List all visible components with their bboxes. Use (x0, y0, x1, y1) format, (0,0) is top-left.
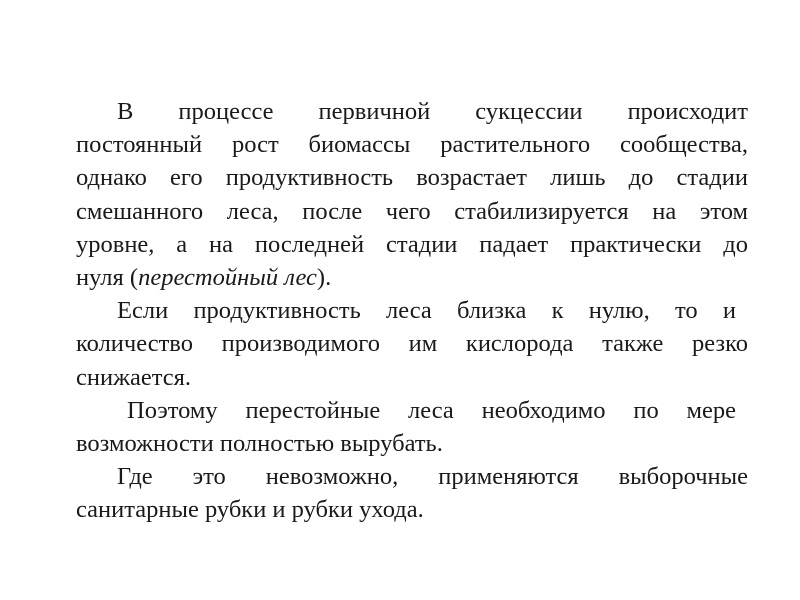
paragraph-4 (76, 460, 748, 526)
italic-term: перестойный лес (138, 264, 317, 292)
paragraph-1 (76, 95, 748, 294)
paragraph-3-line-2: возможности полностью вырубать. (76, 430, 443, 458)
paragraph-1-line-3: однако его продуктивность возрастает лишь до стадии (76, 164, 748, 192)
paragraph-1-line-1: В процессе первичной сукцессии происходит (117, 98, 748, 125)
paragraph-2-line-3: снижается. (76, 363, 192, 391)
paragraph-1-line-2: постоянный рост биомассы растительного сообщества, (76, 131, 748, 159)
paragraph-2 (76, 294, 748, 394)
paragraph-1-line-6-suffix: ). (316, 264, 332, 292)
paragraph-3 (76, 394, 748, 460)
paragraph-1-line-5: уровне, а на последней стадии падает практически до (76, 230, 748, 258)
paragraph-4-line-2: санитарные рубки и рубки ухода. (76, 496, 424, 524)
paragraph-4-line-1: Где это невозможно, применяются выборочные (117, 463, 748, 491)
text-block (76, 95, 748, 527)
paragraph-2-line-1: Если продуктивность леса близка к нулю, то и (117, 297, 736, 325)
paragraph-2-line-2: количество производимого им кислорода также резко (76, 330, 748, 358)
paragraph-1-line-6-prefix: нуля ( (76, 264, 139, 292)
paragraph-3-line-1: Поэтому перестойные леса необходимо по мере (127, 396, 736, 424)
paragraph-1-line-6 (76, 261, 748, 294)
paragraph-1-line-4: смешанного леса, после чего стабилизируется на этом (76, 197, 748, 225)
